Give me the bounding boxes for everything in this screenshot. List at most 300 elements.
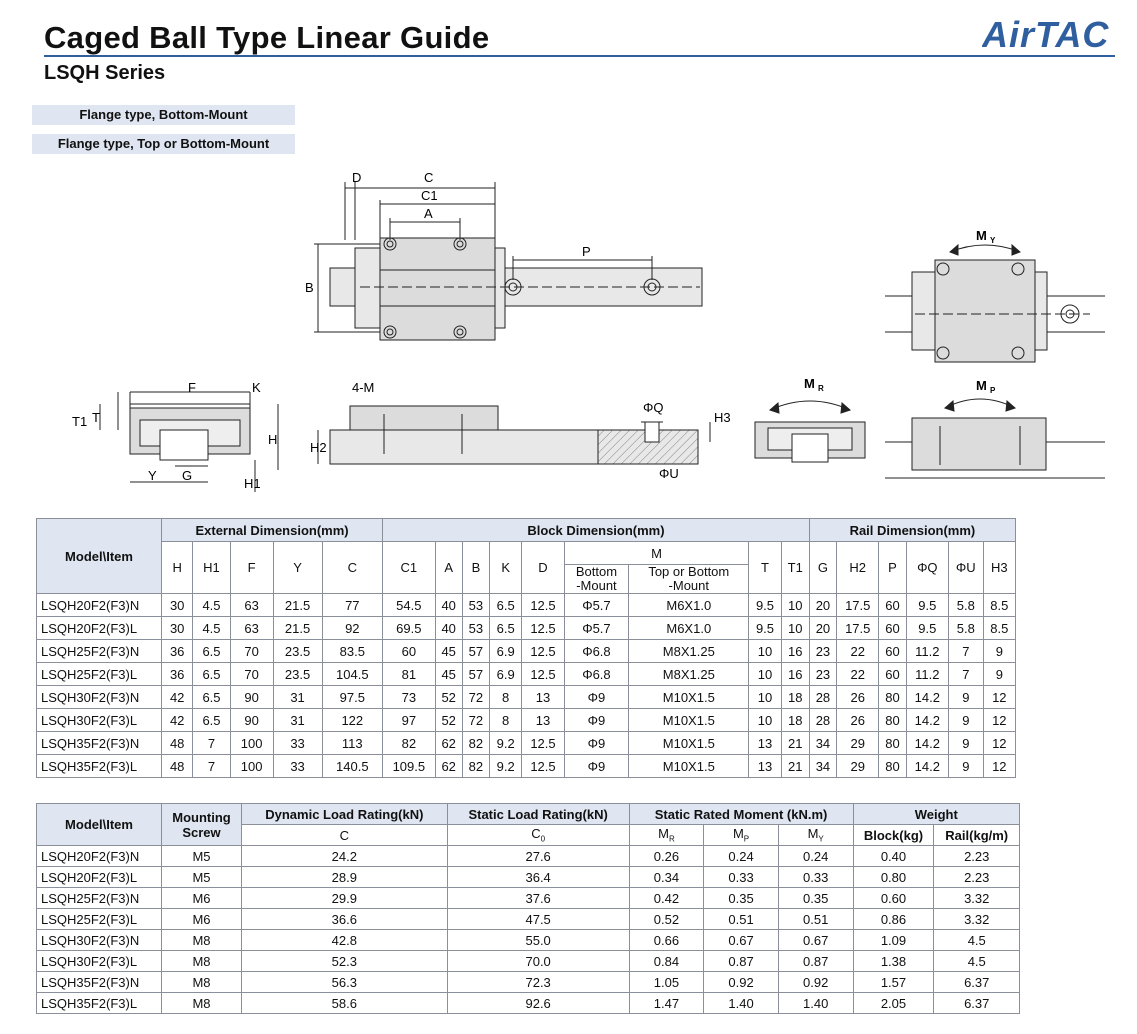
value-cell: 21 [781,755,809,778]
technical-drawings [0,160,1137,500]
value-cell: 0.87 [704,951,779,972]
value-cell: 0.87 [778,951,853,972]
label-mr: M [804,376,815,391]
label-a: A [424,206,433,221]
value-cell: M6X1.0 [629,617,749,640]
rail-dimension-header: Rail Dimension(mm) [809,519,1015,542]
value-cell: 57 [462,663,489,686]
model-header: Model\Item [37,519,162,594]
c-header: C [242,825,448,846]
dimension-table [36,518,1016,778]
value-cell: 73 [383,686,435,709]
label-d: D [352,170,362,185]
value-cell: 42.8 [242,930,448,951]
value-cell: 5.8 [949,594,984,617]
value-cell: M8X1.25 [629,640,749,663]
value-cell: 4.5 [934,930,1020,951]
value-cell: 16 [781,640,809,663]
value-cell: 20 [809,617,836,640]
value-cell: 0.80 [853,867,934,888]
model-cell: LSQH20F2(F3)L [37,617,162,640]
value-cell: 0.66 [629,930,704,951]
value-cell: 0.42 [629,888,704,909]
value-cell: 14.2 [906,732,948,755]
tag-top-bottom-mount: Flange type, Top or Bottom-Mount [32,134,295,154]
value-cell: 0.24 [704,846,779,867]
value-cell: Φ9 [564,755,629,778]
value-cell: 37.6 [447,888,629,909]
table-row [37,709,1016,732]
col-header: T [749,542,781,594]
table-row [37,663,1016,686]
value-cell: 140.5 [322,755,383,778]
value-cell: 3.32 [934,909,1020,930]
value-cell: 23 [809,663,836,686]
load-rating-table [36,803,1020,1014]
value-cell: 56.3 [242,972,448,993]
value-cell: 53 [462,594,489,617]
col-header: G [809,542,836,594]
value-cell: M6X1.0 [629,594,749,617]
value-cell: 21 [781,732,809,755]
label-t: T [92,410,100,425]
col-header: H1 [193,542,230,594]
value-cell: 23.5 [273,640,322,663]
col-header: C [322,542,383,594]
value-cell: 0.26 [629,846,704,867]
static-moment-header: Static Rated Moment (kN.m) [629,804,853,825]
value-cell: 9 [949,755,984,778]
value-cell: 10 [749,640,781,663]
value-cell: 22 [837,640,879,663]
label-y: Y [148,468,157,483]
value-cell: M8 [162,993,242,1014]
value-cell: 6.5 [193,640,230,663]
value-cell: 30 [162,594,193,617]
value-cell: 80 [879,732,906,755]
value-cell: M6 [162,909,242,930]
value-cell: 52 [435,686,462,709]
model-cell: LSQH30F2(F3)L [37,951,162,972]
value-cell: 104.5 [322,663,383,686]
value-cell: 45 [435,663,462,686]
tag-bottom-mount: Flange type, Bottom-Mount [32,105,295,125]
value-cell: 42 [162,686,193,709]
value-cell: 70 [230,663,273,686]
model-cell: LSQH25F2(F3)L [37,663,162,686]
value-cell: 30 [162,617,193,640]
value-cell: 69.5 [383,617,435,640]
label-b: B [305,280,314,295]
value-cell: 36.4 [447,867,629,888]
value-cell: Φ9 [564,709,629,732]
value-cell: 4.5 [934,951,1020,972]
value-cell: 0.40 [853,846,934,867]
value-cell: 77 [322,594,383,617]
value-cell: 10 [781,594,809,617]
col-header: T1 [781,542,809,594]
value-cell: M5 [162,867,242,888]
value-cell: 55.0 [447,930,629,951]
col-header: B [462,542,489,594]
value-cell: 60 [879,617,906,640]
value-cell: 70.0 [447,951,629,972]
value-cell: 33 [273,755,322,778]
value-cell: 4.5 [193,617,230,640]
value-cell: 6.9 [490,663,522,686]
table-row [37,867,1020,888]
value-cell: 12.5 [522,617,564,640]
c0-header: $C_0$ [447,825,629,846]
value-cell: 12.5 [522,732,564,755]
value-cell: 9 [983,640,1015,663]
col-header: F [230,542,273,594]
mp-view-drawing [885,399,1105,478]
value-cell: 26 [837,709,879,732]
value-cell: 5.8 [949,617,984,640]
value-cell: 81 [383,663,435,686]
m-bottom-mount-header: Bottom -Mount [564,565,629,594]
value-cell: 60 [879,594,906,617]
value-cell: 18 [781,709,809,732]
value-cell: 6.5 [193,709,230,732]
value-cell: 0.33 [704,867,779,888]
value-cell: 12.5 [522,640,564,663]
value-cell: 34 [809,755,836,778]
value-cell: 12 [983,732,1015,755]
model-cell: LSQH25F2(F3)N [37,640,162,663]
value-cell: 70 [230,640,273,663]
value-cell: 82 [383,732,435,755]
table-row [37,930,1020,951]
value-cell: 97.5 [322,686,383,709]
value-cell: 63 [230,617,273,640]
value-cell: 4.5 [193,594,230,617]
value-cell: 62 [435,732,462,755]
value-cell: 2.05 [853,993,934,1014]
model-cell: LSQH30F2(F3)L [37,709,162,732]
value-cell: 29.9 [242,888,448,909]
value-cell: 7 [193,732,230,755]
value-cell: Φ9 [564,732,629,755]
value-cell: 109.5 [383,755,435,778]
value-cell: Φ6.8 [564,663,629,686]
mr-header: $M_R$ [629,825,704,846]
value-cell: 11.2 [906,663,948,686]
rail-weight-header: Rail(kg/m) [934,825,1020,846]
value-cell: 12.5 [522,663,564,686]
value-cell: 0.92 [704,972,779,993]
m-top-mount-header: Top or Bottom -Mount [629,565,749,594]
value-cell: 9.2 [490,732,522,755]
value-cell: 6.5 [490,617,522,640]
value-cell: 9 [949,709,984,732]
table-row [37,640,1016,663]
value-cell: 9 [983,663,1015,686]
value-cell: 11.2 [906,640,948,663]
value-cell: 2.23 [934,846,1020,867]
value-cell: 58.6 [242,993,448,1014]
value-cell: 9.5 [749,594,781,617]
model-cell: LSQH20F2(F3)L [37,867,162,888]
value-cell: 40 [435,617,462,640]
value-cell: 1.47 [629,993,704,1014]
value-cell: 72 [462,686,489,709]
value-cell: 1.09 [853,930,934,951]
value-cell: M10X1.5 [629,686,749,709]
value-cell: 80 [879,709,906,732]
value-cell: 0.84 [629,951,704,972]
value-cell: 14.2 [906,755,948,778]
value-cell: 10 [781,617,809,640]
value-cell: 21.5 [273,617,322,640]
model-cell: LSQH35F2(F3)L [37,755,162,778]
value-cell: M10X1.5 [629,755,749,778]
value-cell: 6.5 [193,663,230,686]
value-cell: 31 [273,686,322,709]
value-cell: 7 [949,640,984,663]
value-cell: 0.92 [778,972,853,993]
value-cell: 8 [490,709,522,732]
table-row [37,846,1020,867]
value-cell: 13 [522,686,564,709]
value-cell: 12 [983,755,1015,778]
label-g: G [182,468,193,483]
my-header: $M_Y$ [778,825,853,846]
value-cell: 62 [435,755,462,778]
value-cell: 1.40 [704,993,779,1014]
value-cell: 29 [837,755,879,778]
col-header: K [490,542,522,594]
table-row [37,732,1016,755]
value-cell: M8 [162,972,242,993]
col-header: A [435,542,462,594]
value-cell: 10 [749,663,781,686]
value-cell: 100 [230,755,273,778]
value-cell: 17.5 [837,594,879,617]
value-cell: 60 [879,663,906,686]
value-cell: 0.86 [853,909,934,930]
value-cell: 21.5 [273,594,322,617]
value-cell: 0.52 [629,909,704,930]
value-cell: 0.51 [704,909,779,930]
col-header: D [522,542,564,594]
value-cell: 48 [162,755,193,778]
model-cell: LSQH30F2(F3)N [37,930,162,951]
value-cell: 23.5 [273,663,322,686]
model-cell: LSQH35F2(F3)N [37,732,162,755]
value-cell: 20 [809,594,836,617]
value-cell: 6.37 [934,972,1020,993]
static-load-header: Static Load Rating(kN) [447,804,629,825]
value-cell: 57 [462,640,489,663]
value-cell: 10 [749,686,781,709]
label-p: P [582,244,591,259]
value-cell: 82 [462,732,489,755]
table-row [37,888,1020,909]
label-t1: T1 [72,414,88,429]
value-cell: 31 [273,709,322,732]
value-cell: M8 [162,930,242,951]
value-cell: 29 [837,732,879,755]
value-cell: Φ6.8 [564,640,629,663]
table-row [37,617,1016,640]
label-mp-sub: P [990,386,996,395]
value-cell: 9 [949,732,984,755]
value-cell: 53 [462,617,489,640]
value-cell: Φ5.7 [564,594,629,617]
value-cell: 0.34 [629,867,704,888]
col-header: H3 [983,542,1015,594]
block-dimension-header: Block Dimension(mm) [383,519,810,542]
value-cell: 23 [809,640,836,663]
value-cell: 26 [837,686,879,709]
value-cell: 28 [809,686,836,709]
value-cell: 1.40 [778,993,853,1014]
value-cell: 8.5 [983,617,1015,640]
label-h: H [268,432,278,447]
value-cell: 9 [949,686,984,709]
my-view-drawing [885,245,1105,362]
value-cell: 7 [949,663,984,686]
value-cell: 34 [809,732,836,755]
value-cell: 27.6 [447,846,629,867]
value-cell: 6.5 [193,686,230,709]
top-view-drawing [314,182,702,340]
label-4m: 4-M [352,380,375,395]
value-cell: 80 [879,755,906,778]
value-cell: 18 [781,686,809,709]
series-subtitle: LSQH Series [44,62,166,84]
value-cell: 1.57 [853,972,934,993]
label-h1: H1 [244,476,261,491]
value-cell: 36 [162,663,193,686]
table-row [37,755,1016,778]
model-cell: LSQH25F2(F3)L [37,909,162,930]
value-cell: M8 [162,951,242,972]
external-dimension-header: External Dimension(mm) [162,519,383,542]
value-cell: 90 [230,709,273,732]
col-header: H [162,542,193,594]
label-h3: H3 [714,410,731,425]
block-weight-header: Block(kg) [853,825,934,846]
value-cell: Φ5.7 [564,617,629,640]
model-cell: LSQH20F2(F3)N [37,846,162,867]
value-cell: 60 [383,640,435,663]
model-cell: LSQH30F2(F3)N [37,686,162,709]
label-mr-sub: R [818,384,824,393]
value-cell: 0.35 [704,888,779,909]
value-cell: 92 [322,617,383,640]
value-cell: 3.32 [934,888,1020,909]
value-cell: 92.6 [447,993,629,1014]
value-cell: 0.67 [704,930,779,951]
value-cell: 80 [879,686,906,709]
model-header-2: Model\Item [37,804,162,846]
table-row [37,909,1020,930]
label-k: K [252,380,261,395]
mp-header: $M_P$ [704,825,779,846]
value-cell: 28.9 [242,867,448,888]
value-cell: 0.60 [853,888,934,909]
value-cell: 9.5 [906,617,948,640]
value-cell: Φ9 [564,686,629,709]
value-cell: 42 [162,709,193,732]
value-cell: 45 [435,640,462,663]
label-mp: M [976,378,987,393]
value-cell: 33 [273,732,322,755]
dynamic-load-header: Dynamic Load Rating(kN) [242,804,448,825]
value-cell: 6.37 [934,993,1020,1014]
value-cell: 2.23 [934,867,1020,888]
value-cell: 36.6 [242,909,448,930]
model-cell: LSQH35F2(F3)N [37,972,162,993]
value-cell: 72.3 [447,972,629,993]
value-cell: 1.05 [629,972,704,993]
value-cell: 52.3 [242,951,448,972]
value-cell: 12 [983,686,1015,709]
value-cell: 13 [749,755,781,778]
value-cell: 6.9 [490,640,522,663]
label-c: C [424,170,434,185]
model-cell: LSQH20F2(F3)N [37,594,162,617]
value-cell: 9.5 [906,594,948,617]
value-cell: M10X1.5 [629,709,749,732]
col-header: P [879,542,906,594]
value-cell: 17.5 [837,617,879,640]
airtac-logo [982,14,1116,54]
value-cell: 9.5 [749,617,781,640]
col-header: H2 [837,542,879,594]
value-cell: 90 [230,686,273,709]
label-phi-q: ΦQ [643,400,664,415]
value-cell: 12.5 [522,755,564,778]
value-cell: 0.35 [778,888,853,909]
label-my: M [976,228,987,243]
page-title: Caged Ball Type Linear Guide [44,20,490,55]
table-row [37,686,1016,709]
col-header: C1 [383,542,435,594]
value-cell: 0.33 [778,867,853,888]
value-cell: 12 [983,709,1015,732]
value-cell: 24.2 [242,846,448,867]
value-cell: 0.24 [778,846,853,867]
value-cell: 60 [879,640,906,663]
value-cell: 9.2 [490,755,522,778]
value-cell: M10X1.5 [629,732,749,755]
value-cell: 48 [162,732,193,755]
value-cell: 47.5 [447,909,629,930]
value-cell: 100 [230,732,273,755]
table-row [37,993,1020,1014]
table-row [37,594,1016,617]
value-cell: 10 [749,709,781,732]
value-cell: 22 [837,663,879,686]
value-cell: 14.2 [906,686,948,709]
value-cell: 8.5 [983,594,1015,617]
label-my-sub: Y [990,236,996,245]
value-cell: 16 [781,663,809,686]
label-h2: H2 [310,440,327,455]
value-cell: 52 [435,709,462,732]
model-cell: LSQH35F2(F3)L [37,993,162,1014]
value-cell: 122 [322,709,383,732]
value-cell: 8 [490,686,522,709]
value-cell: 0.67 [778,930,853,951]
col-header: Y [273,542,322,594]
value-cell: 54.5 [383,594,435,617]
value-cell: 83.5 [322,640,383,663]
